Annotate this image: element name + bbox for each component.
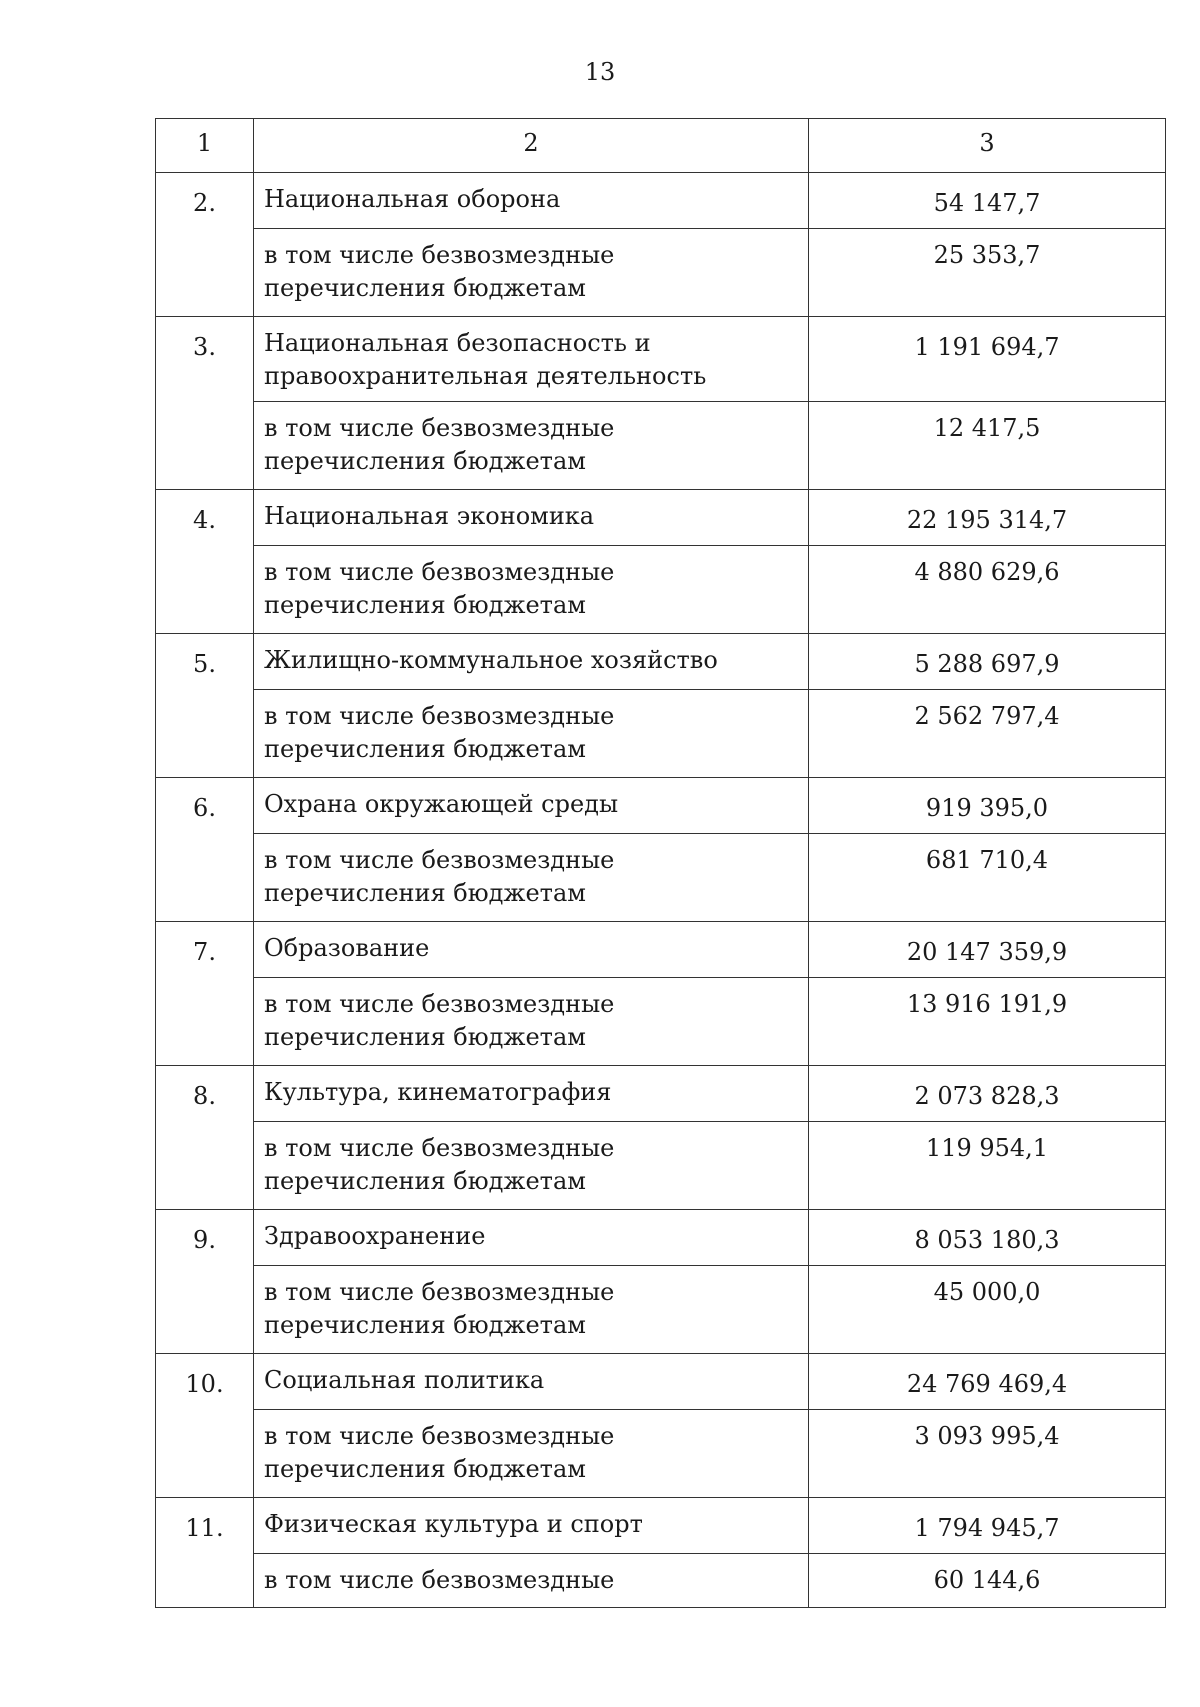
row-sub-value: 45 000,0	[809, 1266, 1166, 1354]
row-number: 4.	[156, 490, 254, 634]
row-number: 9.	[156, 1210, 254, 1354]
table-row	[156, 1210, 1166, 1266]
row-number: 5.	[156, 634, 254, 778]
row-category-value: 22 195 314,7	[809, 490, 1166, 546]
row-sub-value: 681 710,4	[809, 834, 1166, 922]
table-subrow	[156, 1122, 1166, 1210]
row-sub-name: в том числе безвозмездные	[254, 1554, 809, 1608]
row-category-value: 1 191 694,7	[809, 317, 1166, 402]
row-category-name: Национальная экономика	[254, 490, 809, 546]
row-number: 2.	[156, 173, 254, 317]
row-category-name: Физическая культура и спорт	[254, 1498, 809, 1554]
table-subrow	[156, 978, 1166, 1066]
row-sub-name: в том числе безвозмездные перечисления бюджетам	[254, 834, 809, 922]
row-sub-value: 13 916 191,9	[809, 978, 1166, 1066]
row-sub-value: 60 144,6	[809, 1554, 1166, 1608]
row-category-name: Здравоохранение	[254, 1210, 809, 1266]
table-row	[156, 1498, 1166, 1554]
row-number: 10.	[156, 1354, 254, 1498]
row-number: 3.	[156, 317, 254, 490]
table-subrow	[156, 1554, 1166, 1608]
table-row	[156, 778, 1166, 834]
row-category-name: Национальная безопасность и правоохранительная деятельность	[254, 317, 809, 402]
row-sub-name: в том числе безвозмездные перечисления бюджетам	[254, 402, 809, 490]
row-sub-name: в том числе безвозмездные перечисления бюджетам	[254, 1410, 809, 1498]
table-row	[156, 1354, 1166, 1410]
row-category-name: Жилищно-коммунальное хозяйство	[254, 634, 809, 690]
row-sub-value: 12 417,5	[809, 402, 1166, 490]
row-number: 6.	[156, 778, 254, 922]
row-sub-name: в том числе безвозмездные перечисления бюджетам	[254, 1122, 809, 1210]
row-category-value: 20 147 359,9	[809, 922, 1166, 978]
table-row	[156, 1066, 1166, 1122]
row-category-value: 919 395,0	[809, 778, 1166, 834]
row-category-value: 2 073 828,3	[809, 1066, 1166, 1122]
row-number: 7.	[156, 922, 254, 1066]
row-sub-value: 2 562 797,4	[809, 690, 1166, 778]
row-sub-name: в том числе безвозмездные перечисления бюджетам	[254, 229, 809, 317]
row-category-value: 5 288 697,9	[809, 634, 1166, 690]
table-subrow	[156, 690, 1166, 778]
table-subrow	[156, 546, 1166, 634]
row-category-name: Национальная оборона	[254, 173, 809, 229]
row-sub-name: в том числе безвозмездные перечисления бюджетам	[254, 690, 809, 778]
table-row	[156, 173, 1166, 229]
row-sub-value: 25 353,7	[809, 229, 1166, 317]
table-subrow	[156, 1266, 1166, 1354]
header-col-2: 2	[254, 119, 809, 173]
table-row	[156, 922, 1166, 978]
table-subrow	[156, 1410, 1166, 1498]
row-number: 11.	[156, 1498, 254, 1608]
row-category-name: Образование	[254, 922, 809, 978]
header-col-1: 1	[156, 119, 254, 173]
row-sub-value: 4 880 629,6	[809, 546, 1166, 634]
row-category-value: 54 147,7	[809, 173, 1166, 229]
table-subrow	[156, 229, 1166, 317]
row-category-name: Охрана окружающей среды	[254, 778, 809, 834]
table-subrow	[156, 834, 1166, 922]
row-sub-name: в том числе безвозмездные перечисления бюджетам	[254, 546, 809, 634]
row-category-value: 1 794 945,7	[809, 1498, 1166, 1554]
table-row	[156, 490, 1166, 546]
budget-table	[155, 118, 1166, 1608]
row-category-value: 24 769 469,4	[809, 1354, 1166, 1410]
table-subrow	[156, 402, 1166, 490]
row-sub-name: в том числе безвозмездные перечисления бюджетам	[254, 978, 809, 1066]
row-sub-value: 3 093 995,4	[809, 1410, 1166, 1498]
row-sub-value: 119 954,1	[809, 1122, 1166, 1210]
table-header-row	[156, 119, 1166, 173]
table-row	[156, 317, 1166, 402]
row-category-name: Социальная политика	[254, 1354, 809, 1410]
page-number: 13	[584, 58, 616, 86]
row-category-value: 8 053 180,3	[809, 1210, 1166, 1266]
row-number: 8.	[156, 1066, 254, 1210]
row-category-name: Культура, кинематография	[254, 1066, 809, 1122]
table-row	[156, 634, 1166, 690]
header-col-3: 3	[809, 119, 1166, 173]
row-sub-name: в том числе безвозмездные перечисления бюджетам	[254, 1266, 809, 1354]
